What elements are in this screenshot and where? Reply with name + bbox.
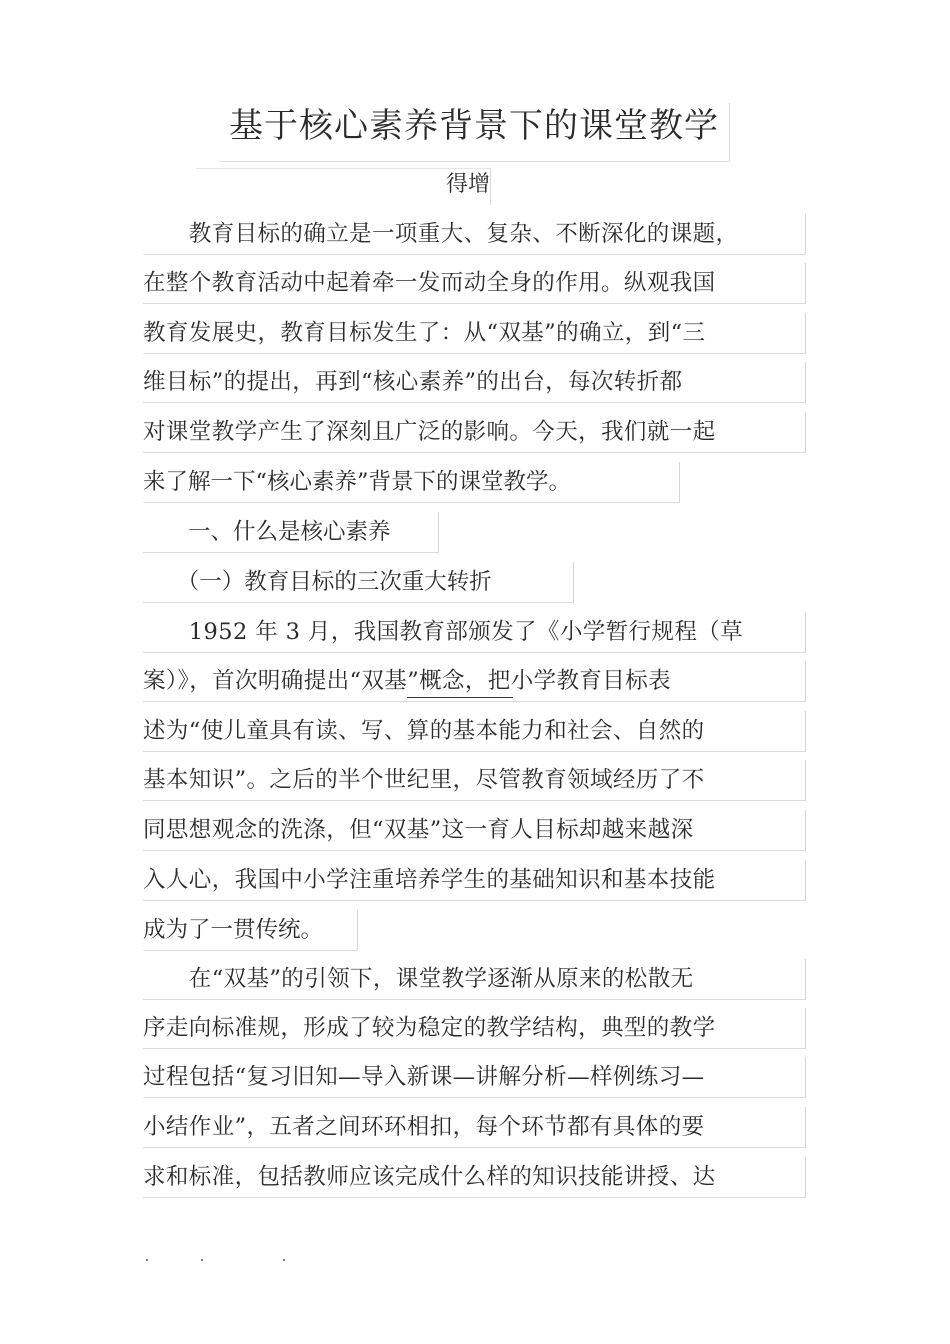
footer-dot	[146, 1259, 148, 1261]
text-line: 述为“使儿童具有读、写、算的基本能力和社会、自然的	[143, 711, 806, 752]
text-line: 入人心，我国中小学注重培养学生的基础知识和基本技能	[143, 860, 806, 901]
text-line: 维目标”的提出，再到“核心素养”的出台，每次转折都	[143, 362, 806, 403]
document-title: 基于核心素养背景下的课堂教学	[219, 103, 730, 162]
text-line: 在整个教育活动中起着牵一发而动全身的作用。纵观我国	[143, 263, 806, 304]
text-line: 序走向标准规，形成了较为稳定的教学结构，典型的教学	[143, 1008, 806, 1049]
text-line: 在“双基”的引领下，课堂教学逐渐从原来的松散无	[143, 959, 806, 1000]
text-line: 过程包括“复习旧知—导入新课—讲解分析—样例练习—	[143, 1057, 806, 1098]
shuangji-underline	[407, 697, 513, 698]
text-line: 1952 年 3 月，我国教育部颁发了《小学暂行规程（草	[143, 612, 806, 653]
text-line: 小结作业”，五者之间环环相扣，每个环节都有具体的要	[143, 1107, 806, 1148]
text-line: 求和标准，包括教师应该完成什么样的知识技能讲授、达	[143, 1157, 806, 1198]
text-line: 同思想观念的洗涤，但“双基”这一育人目标却越来越深	[143, 810, 806, 851]
page-footer-dots	[143, 1255, 343, 1267]
text-line: 案）》，首次明确提出“双基”概念，把小学教育目标表	[143, 661, 806, 702]
subsection-heading: （一）教育目标的三次重大转折	[143, 562, 574, 603]
footer-dot	[283, 1259, 285, 1261]
text-line: 来了解一下“核心素养”背景下的课堂教学。	[143, 462, 680, 503]
text-line: 成为了一贯传统。	[143, 910, 358, 951]
text-line: 教育目标的确立是一项重大、复杂、不断深化的课题，	[143, 214, 806, 255]
section-heading: 一、什么是核心素养	[143, 512, 439, 553]
text-line: 教育发展史，教育目标发生了：从“双基”的确立，到“三	[143, 313, 806, 354]
footer-dot	[201, 1259, 203, 1261]
document-author: 得增	[196, 168, 491, 205]
text-line: 对课堂教学产生了深刻且广泛的影响。今天，我们就一起	[143, 412, 806, 453]
text-line: 基本知识”。之后的半个世纪里，尽管教育领域经历了不	[143, 760, 806, 801]
